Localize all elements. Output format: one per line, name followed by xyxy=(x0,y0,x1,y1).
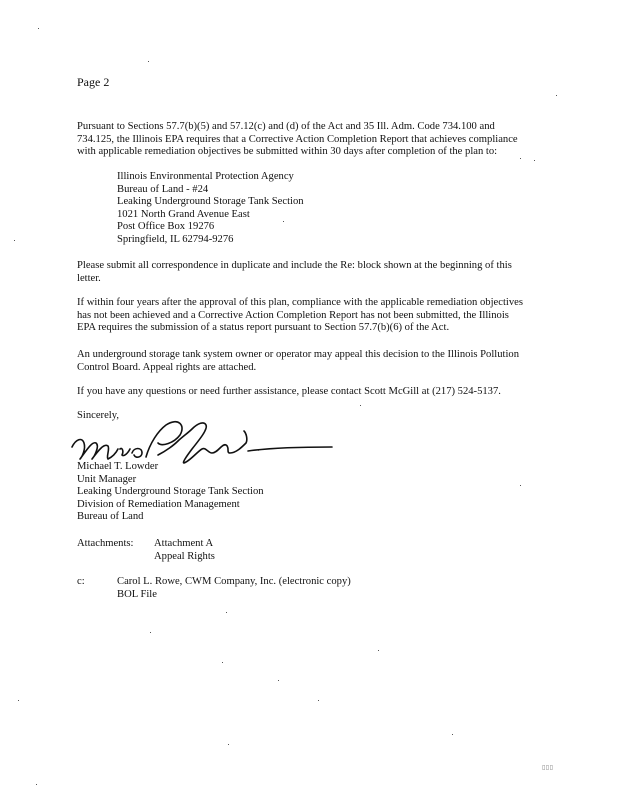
text-line: If you have any questions or need further assistance, please contact Scott McGill at (217) 524-5137. xyxy=(77,386,501,397)
scan-speck xyxy=(520,485,521,486)
scan-speck xyxy=(226,612,227,613)
text-line: 734.125, the Illinois EPA requires that a Corrective Action Completion Report that achieves compliance xyxy=(77,133,518,145)
paragraph-contact xyxy=(77,386,567,399)
scan-speck xyxy=(228,744,229,745)
address-line: 1021 North Grand Avenue East xyxy=(117,208,250,220)
scan-speck xyxy=(36,784,37,785)
signer-title: Unit Manager xyxy=(77,473,137,485)
signer-division: Division of Remediation Management xyxy=(77,498,240,510)
signer-section: Leaking Underground Storage Tank Section xyxy=(77,486,264,498)
text-line: Control Board. Appeal rights are attached. xyxy=(77,361,257,373)
scan-speck xyxy=(38,28,39,29)
scan-speck xyxy=(278,680,279,681)
scan-speck xyxy=(148,61,149,62)
address-line: Leaking Underground Storage Tank Section xyxy=(117,196,304,208)
scan-speck xyxy=(150,632,151,633)
address-line: Bureau of Land - #24 xyxy=(117,183,209,195)
text-line: An underground storage tank system owner or operator may appeal this decision to the Illinois Pollution xyxy=(77,349,520,360)
address-line: Illinois Environmental Protection Agency xyxy=(117,171,294,182)
attachment-item: Attachment A xyxy=(154,538,214,549)
text-line: with applicable remediation objectives be submitted within 30 days after completion of the plan to: xyxy=(77,146,498,158)
scan-speck xyxy=(14,240,15,241)
attachment-item: Appeal Rights xyxy=(154,550,215,562)
paragraph-correspondence xyxy=(77,260,567,285)
signer-name: Michael T. Lowder xyxy=(77,461,159,472)
text-line: EPA requires the submission of a status report pursuant to Section 57.7(b)(6) of the Act. xyxy=(77,322,450,334)
signer-bureau: Bureau of Land xyxy=(77,511,144,523)
cc-label: c: xyxy=(77,576,85,587)
scan-speck xyxy=(283,221,284,222)
text-line: If within four years after the approval of this plan, compliance with the applicable remediation objectives xyxy=(77,297,523,308)
text-line: Pursuant to Sections 57.7(b)(5) and 57.12(c) and (d) of the Act and 35 Ill. Adm. Code 734.100 and xyxy=(77,121,495,132)
text-line: has not been achieved and a Corrective Action Completion Report has not been submitted, the Illinois xyxy=(77,309,509,321)
footer-stamp: ▯▯▯ xyxy=(542,765,554,771)
mailing-address xyxy=(117,171,417,247)
scan-speck xyxy=(360,405,361,406)
paragraph-appeal xyxy=(77,349,567,374)
closing-salutation: Sincerely, xyxy=(77,410,119,421)
scan-speck xyxy=(318,700,319,701)
scan-speck xyxy=(520,158,521,159)
cc-item: Carol L. Rowe, CWM Company, Inc. (electronic copy) xyxy=(117,576,351,587)
scan-speck xyxy=(452,734,453,735)
scan-speck xyxy=(222,662,223,663)
page-number: Page 2 xyxy=(77,75,110,89)
text-line: Please submit all correspondence in duplicate and include the Re: block shown at the beginning of this xyxy=(77,260,512,271)
signer-block xyxy=(77,461,377,524)
scan-speck xyxy=(258,450,259,451)
paragraph-report-requirement xyxy=(77,121,567,159)
scan-speck xyxy=(378,650,379,651)
text-line: letter. xyxy=(77,272,101,284)
scan-speck xyxy=(534,160,535,161)
scan-speck xyxy=(18,700,19,701)
address-line: Post Office Box 19276 xyxy=(117,221,215,233)
address-line: Springfield, IL 62794-9276 xyxy=(117,233,234,245)
scan-speck xyxy=(556,95,557,96)
attachments-label: Attachments: xyxy=(77,538,134,549)
cc-item: BOL File xyxy=(117,588,157,600)
attachments-list xyxy=(154,538,215,563)
paragraph-status-report xyxy=(77,297,567,335)
cc-list xyxy=(117,576,351,601)
